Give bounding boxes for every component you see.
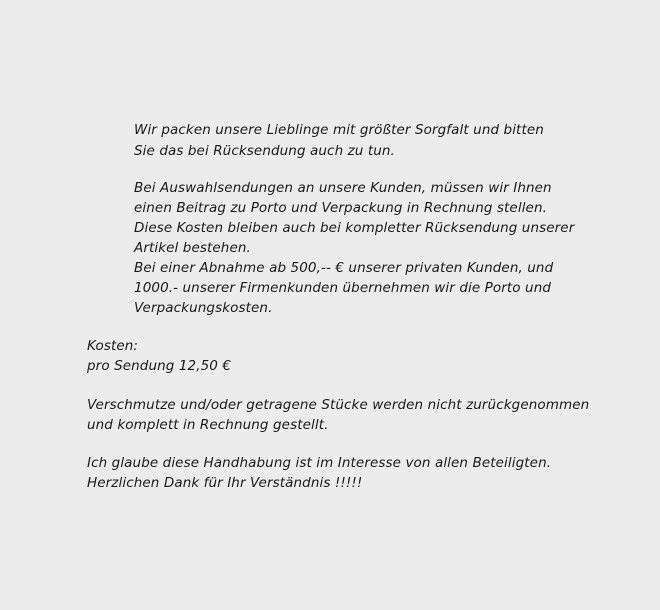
damaged-line-1: Verschmutze und/oder getragene Stücke werden nicht zurückgenommen bbox=[87, 397, 590, 413]
shipping-line-5: Bei einer Abnahme ab 500,-- € unserer privaten Kunden, und bbox=[134, 260, 554, 276]
shipping-line-1: Bei Auswahlsendungen an unsere Kunden, müssen wir Ihnen bbox=[134, 180, 552, 196]
costs-label: Kosten: bbox=[87, 338, 139, 354]
shipping-line-6: 1000.- unserer Firmenkunden übernehmen wir die Porto und bbox=[134, 280, 552, 296]
intro-line-2: Sie das bei Rücksendung auch zu tun. bbox=[134, 143, 395, 159]
shipping-line-2: einen Beitrag zu Porto und Verpackung in Rechnung stellen. bbox=[134, 200, 547, 216]
shipping-line-3: Diese Kosten bleiben auch bei kompletter Rücksendung unserer bbox=[134, 220, 575, 236]
intro-line-1: Wir packen unsere Lieblinge mit größter Sorgfalt und bitten bbox=[134, 122, 544, 138]
closing-line-2: Herzlichen Dank für Ihr Verständnis !!!!! bbox=[87, 475, 363, 491]
shipping-line-7: Verpackungskosten. bbox=[134, 300, 273, 316]
damaged-line-2: und komplett in Rechnung gestellt. bbox=[87, 417, 329, 433]
costs-value: pro Sendung 12,50 € bbox=[87, 358, 232, 374]
closing-line-1: Ich glaube diese Handhabung ist im Interesse von allen Beteiligten. bbox=[87, 455, 552, 471]
shipping-line-4: Artikel bestehen. bbox=[134, 240, 251, 256]
